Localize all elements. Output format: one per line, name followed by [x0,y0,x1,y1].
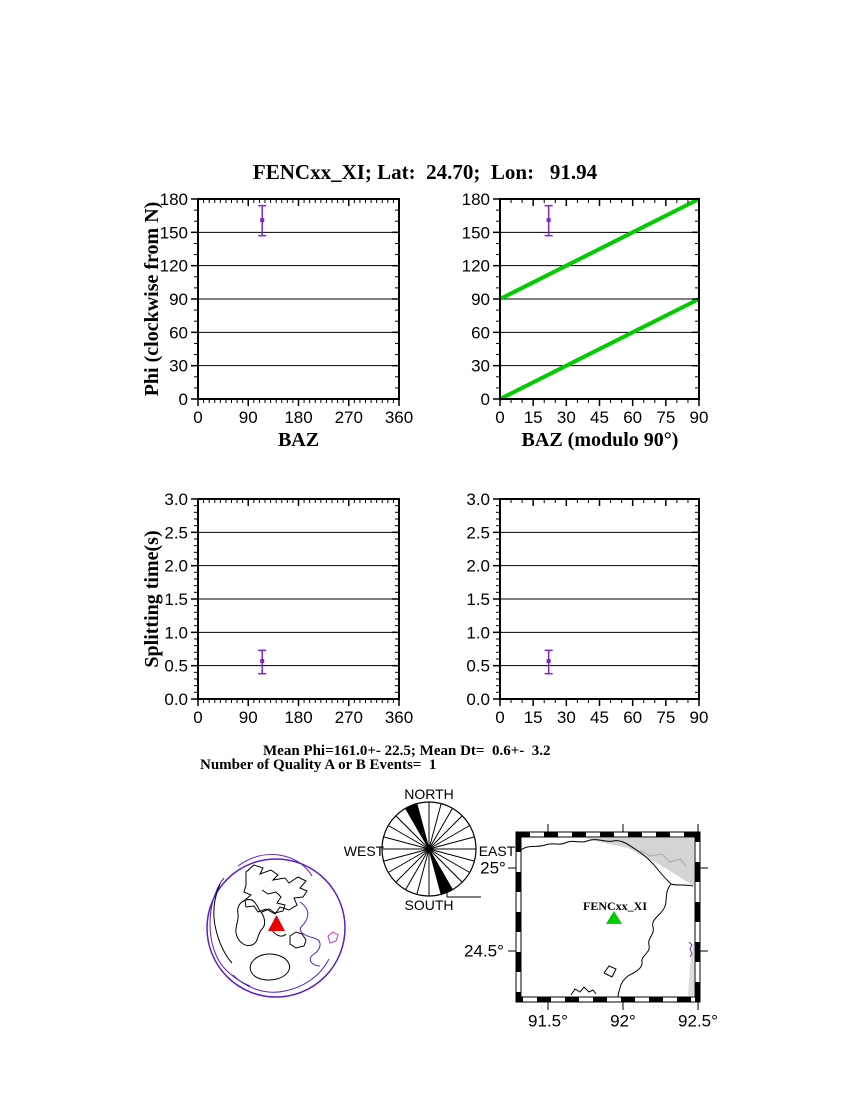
phi-baz-trend-line [500,299,699,399]
y-tick-label: 90 [471,290,490,309]
x-tick-label: 270 [334,708,363,727]
x-tick-label: 0 [193,708,203,727]
y-tick-label: 3.0 [164,490,188,509]
x-tick-label: 60 [623,708,643,727]
map-purple-mark [689,942,692,957]
x-tick-label: 360 [384,708,414,727]
data-point [260,218,264,222]
rose-spoke [384,837,429,849]
y-tick-label: 2.0 [466,556,490,576]
y-tick-label: 1.5 [466,590,490,609]
map-lat-label-25: 25° [480,858,506,878]
y-tick-label: 2.0 [164,556,188,576]
x-tick-label: 180 [284,708,313,727]
y-tick-label: 150 [159,223,188,243]
map-lon-label-92: 92° [610,1011,636,1031]
y-tick-label: 0.0 [466,690,490,709]
x-tick-label: 30 [556,708,576,727]
rose-spoke [429,849,474,861]
summary-event-count: Number of Quality A or B Events= 1 [200,757,437,773]
xaxis-label-baz: BAZ [277,429,320,451]
x-tick-label: 90 [689,408,709,427]
globe-plate-boundary [300,902,320,966]
y-tick-label: 0 [480,390,490,409]
map-lat-label-24-5: 24.5° [464,941,504,961]
rose-label-east: EAST [478,843,516,859]
map-lon-label-92-5: 92.5° [678,1011,718,1031]
yaxis-label-splitting-time: Splitting time(s) [141,530,163,668]
y-tick-label: 0.0 [164,690,188,709]
map-border-zigzag [604,966,616,977]
rose-spoke [417,849,429,894]
x-tick-label: 90 [689,708,709,727]
map-topography-shading [688,940,694,996]
y-tick-label: 0.5 [164,656,188,676]
y-tick-label: 3.0 [466,490,490,509]
x-tick-label: 90 [238,708,258,727]
summary-mean-values: Mean Phi=161.0+- 22.5; Mean Dt= 0.6+- 3.2 [263,743,551,759]
x-tick-label: 0 [495,408,505,427]
y-tick-label: 1.5 [164,590,188,609]
y-tick-label: 90 [169,290,188,309]
x-tick-label: 75 [656,708,676,727]
y-tick-label: 60 [169,323,188,343]
map-station-label: FENCxx_XI [582,899,648,913]
y-tick-label: 1.0 [164,623,188,643]
rose-label-west: WEST [343,843,385,859]
y-tick-label: 30 [471,356,490,376]
x-tick-label: 15 [523,708,543,727]
x-tick-label: 0 [193,408,203,427]
page-title: FENCxx_XI; Lat: 24.70; Lon: 91.94 [252,160,598,184]
x-tick-label: 30 [556,408,576,427]
globe-station-triangle [268,915,285,931]
rose-label-south: SOUTH [404,897,454,913]
map-coast-squiggle [571,987,596,995]
data-point [547,218,551,222]
xaxis-label-baz-mod90: BAZ (modulo 90°) [521,429,679,451]
x-tick-label: 45 [590,408,609,427]
x-tick-label: 180 [284,408,313,427]
map-topography-shading [585,838,694,886]
data-point [260,659,264,663]
data-point [547,659,551,663]
x-tick-label: 360 [384,408,414,427]
rose-label-north: NORTH [404,786,454,802]
y-tick-label: 0 [178,390,188,409]
globe-coastline-eurasia [244,865,307,914]
rose-spoke [384,849,429,861]
x-tick-label: 60 [623,408,643,427]
globe-plate-boundary [233,959,329,992]
y-tick-label: 180 [159,190,188,209]
globe-coastline-americas [214,884,232,963]
globe-coastline-antarctica [250,954,289,980]
y-tick-label: 1.0 [466,623,490,643]
yaxis-label-phi: Phi (clockwise from N) [141,201,163,397]
x-tick-label: 15 [523,408,543,427]
y-tick-label: 150 [461,223,490,243]
y-tick-label: 0.5 [466,656,490,676]
y-tick-label: 120 [461,256,490,276]
y-tick-label: 2.5 [164,523,188,543]
phi-baz-trend-line [500,199,699,299]
y-tick-label: 2.5 [466,523,490,543]
rose-spoke [429,837,474,849]
rose-spoke [429,804,441,849]
x-tick-label: 90 [238,408,258,427]
globe-magenta-boundary [328,932,338,943]
x-tick-label: 270 [334,408,363,427]
x-tick-label: 0 [495,708,505,727]
x-tick-label: 45 [590,708,609,727]
x-tick-label: 75 [656,408,676,427]
map-lon-label-91-5: 91.5° [528,1011,568,1031]
y-tick-label: 180 [461,190,490,209]
y-tick-label: 30 [169,356,188,376]
y-tick-label: 120 [159,256,188,276]
y-tick-label: 60 [471,323,490,343]
